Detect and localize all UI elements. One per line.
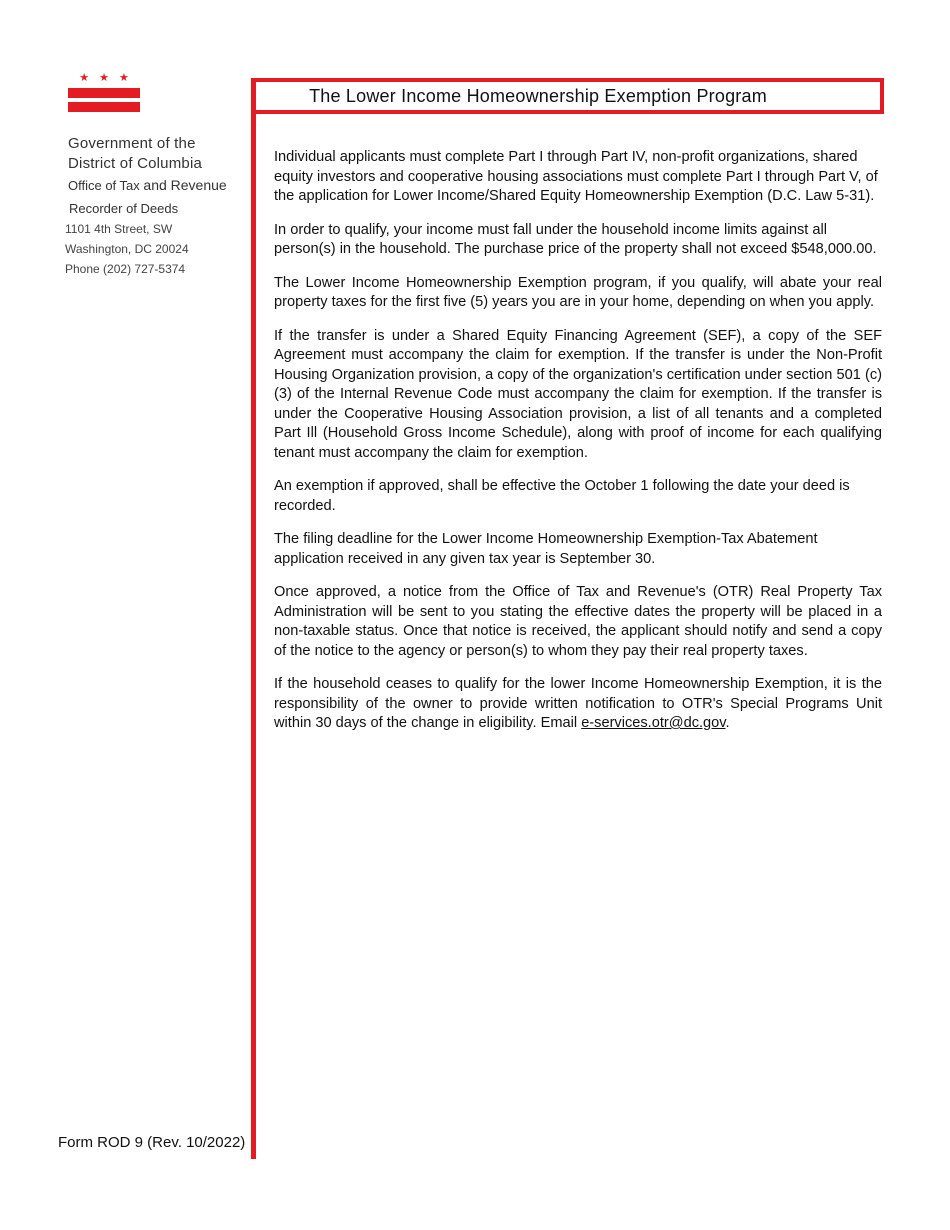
star-icon: ★ xyxy=(118,72,129,84)
recorder-of-deeds: Recorder of Deeds xyxy=(69,201,179,216)
paragraph-qualify: In order to qualify, your income must fall under the household income limits against all person(s) in the household. The purchase price of the property shall not exceed $548,000.00. xyxy=(274,221,877,257)
main-content xyxy=(274,148,882,748)
government-name-line2: District of Columbia xyxy=(68,155,203,172)
red-vertical-rule xyxy=(251,79,256,1159)
paragraph-transfer: If the transfer is under a Shared Equity Financing Agreement (SEF), a copy of the SEF Agreement must accompany the claim for exemption. If the transfer is under the Non-Profit Housing Organization provision, a copy of the organization's certification under section 501 (c)(3) of the Internal Revenue Code must accompany the claim for exemption. If the transfer is under the Cooperative Housing Association provision, a list of all tenants and a completed Part Ill (Household Gross Income Schedule), along with proof of income for each qualifying tenant must accompany the claim for exemption. xyxy=(274,327,882,461)
government-name-line1: Government of the xyxy=(68,135,196,152)
flag-stars xyxy=(68,72,140,84)
paragraph-effective: An exemption if approved, shall be effective the October 1 following the date your deed is recorded. xyxy=(274,478,850,514)
office-suffix: and Revenue xyxy=(143,177,227,193)
office-prefix: Office of Tax xyxy=(68,178,140,193)
flag-bar-top xyxy=(68,88,140,98)
title-box xyxy=(251,78,884,114)
email-link[interactable]: e-services.otr@dc.gov xyxy=(581,715,726,731)
cease-end: . xyxy=(725,715,730,731)
phone-number: (202) 727-5374 xyxy=(103,262,186,276)
star-icon: ★ xyxy=(99,72,109,84)
agency-block xyxy=(65,134,253,279)
paragraph-program: The Lower Income Homeownership Exemption program, if you qualify, will abate your real property taxes for the first five (5) years you are in your home, depending on when you apply. xyxy=(274,274,882,310)
star-icon: ★ xyxy=(79,72,90,84)
paragraph-applicants: Individual applicants must complete Part I through Part IV, non-profit organizations, shared equity investors and cooperative housing associations must complete Part I through Part V, of the application for Lower Income/Shared Equity Homeownership Exemption (D.C. Law 5-31). xyxy=(274,149,878,204)
flag-bar-bottom xyxy=(68,102,140,112)
phone-label: Phone xyxy=(65,262,100,276)
form-identifier: Form ROD 9 (Rev. 10/2022) xyxy=(58,1134,246,1151)
paragraph-approval: Once approved, a notice from the Office of Tax and Revenue's (OTR) Real Property Tax Administration will be sent to you stating the effective dates the property will be placed in a non-taxable status. Once that notice is received, the applicant should notify and send a copy of the notice to the agency or person(s) to whom they pay their real property taxes. xyxy=(274,584,882,659)
paragraph-deadline: The filing deadline for the Lower Income Homeownership Exemption-Tax Abatement application received in any given tax year is September 30. xyxy=(274,531,818,567)
page-title: The Lower Income Homeownership Exemption Program xyxy=(309,86,767,106)
phone-line xyxy=(65,259,253,279)
address-line1: 1101 4th Street, SW xyxy=(65,222,173,236)
address-line2: Washington, DC 20024 xyxy=(65,242,189,256)
dc-flag-icon xyxy=(68,72,140,116)
paragraph-cease xyxy=(274,675,882,734)
office-name xyxy=(68,175,253,196)
cease-text: If the household ceases to qualify for the lower Income Homeownership Exemption, it is the responsibility of the owner to provide written notification to OTR's Special Programs Unit within 30 days of the change in eligibility. Email xyxy=(274,676,882,731)
